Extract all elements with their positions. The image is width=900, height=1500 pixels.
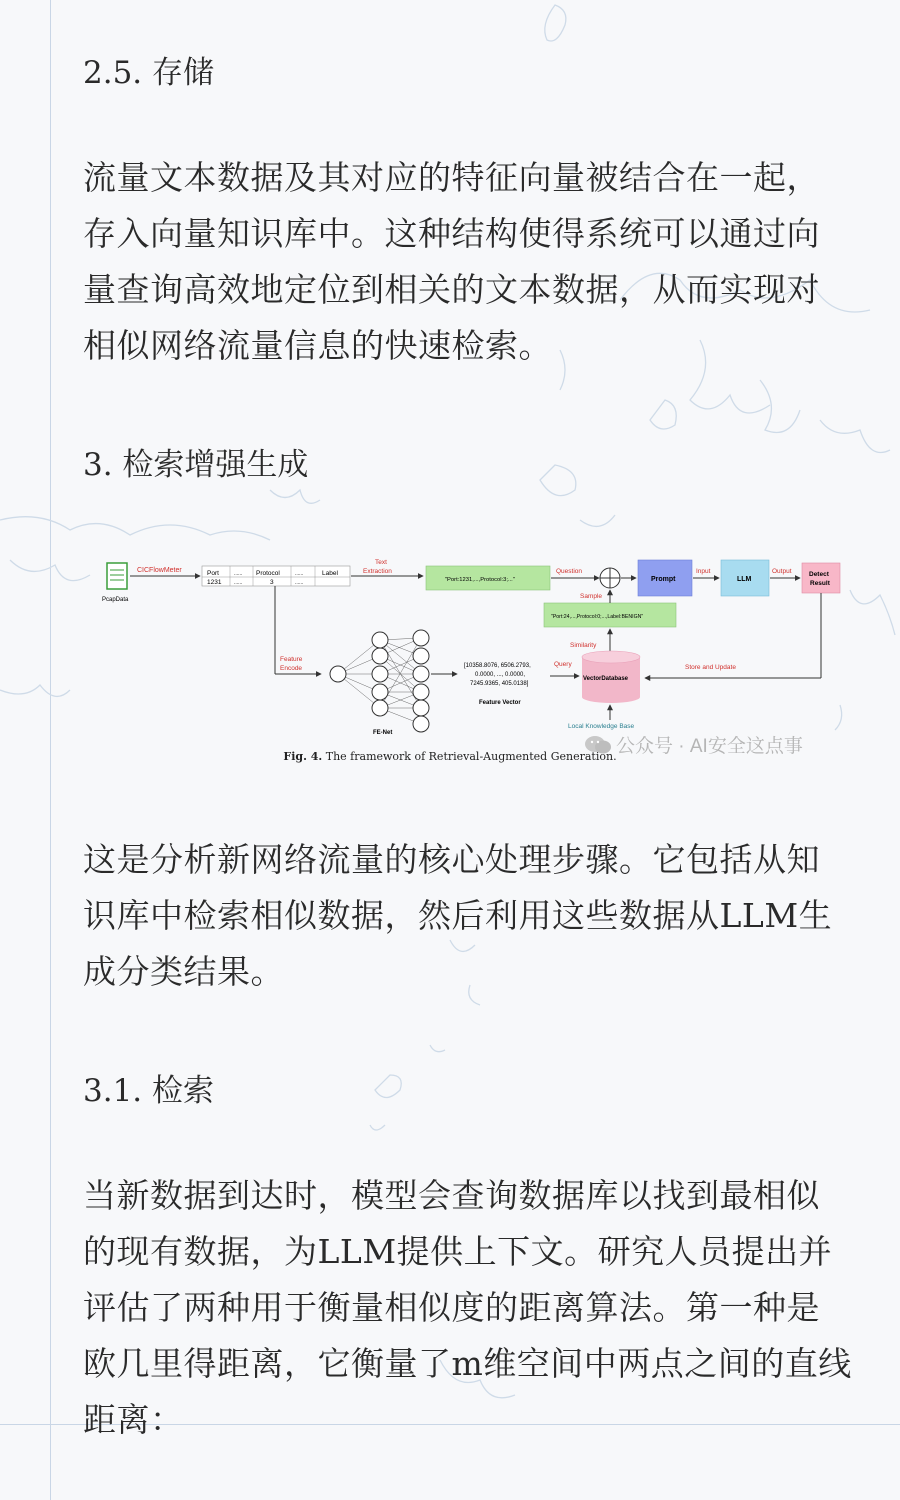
port-text: "Port:1231,...,Protocol:3;..." [445,577,515,583]
store-update-label: Store and Update [685,664,736,671]
vector-line-1: [10358.8076, 6506.2793, [464,663,531,669]
vector-line-2: 0.0000, ..., 0.0000, [475,672,526,678]
table-value-protocol: 3 [270,579,274,586]
paragraph-retrieval: 当新数据到达时，模型会查询数据库以找到最相似的现有数据，为LLM提供上下文。研究人员提出并评估了两种用于衡量相似度的距离算法。第一种是欧几里得距离，它衡量了m维空间中两点之间的直线距离： [83,1176,852,1439]
combine-icon [600,568,620,588]
detect-result-box [802,563,840,593]
text-extraction-label-2: Extraction [363,568,392,575]
fe-net-label: FE-Net [373,730,393,736]
vector-database-label: VectorDatabase [583,676,629,682]
question-label: Question [556,568,583,575]
pcap-file-icon [107,563,127,589]
caption-text: The framework of Retrieval-Augmented Generation. [325,750,617,763]
feature-table [202,566,350,586]
query-label: Query [554,661,572,668]
detect-label-2: Result [810,580,830,587]
table-header-label: Label [322,570,338,577]
detect-label-1: Detect [809,571,829,578]
heading-rag: 3. 检索增强生成 [83,447,309,483]
text-extraction-label-1: Text [375,559,387,566]
table-header-dots-2: ...... [295,571,304,577]
table-value-dots-1: ...... [234,580,243,586]
paragraph-rag: 这是分析新网络流量的核心处理步骤。它包括从知识库中检索相似数据，然后利用这些数据从LLM生成分类结果。 [83,840,833,991]
feature-vector-label: Feature Vector [479,700,521,706]
feature-encode-label-1: Feature [280,656,303,663]
table-value-dots-2: ...... [295,580,304,586]
caption-prefix: Fig. 4. [283,750,323,763]
heading-retrieval: 3.1. 检索 [83,1073,215,1109]
similarity-label: Similarity [570,642,597,649]
table-header-protocol: Protocol [256,570,280,577]
table-header-dots-1: ...... [234,571,243,577]
figure-caption [0,750,900,763]
sample-text: "Port:24,...,Protocol:0;...,Label:BENIGN" [551,614,644,620]
output-label: Output [772,568,792,575]
llm-label: LLM [737,576,752,583]
sample-label: Sample [580,593,603,600]
input-label: Input [696,568,711,575]
prompt-label: Prompt [651,576,676,583]
heading-storage: 2.5. 存储 [83,55,215,91]
local-kb-label: Local Knowledge Base [568,723,635,730]
vector-line-3: 7245.9365, 405.0138] [470,681,529,687]
paragraph-storage: 流量文本数据及其对应的特征向量被结合在一起，存入向量知识库中。这种结构使得系统可以通过向量查询高效地定位到相关的文本数据，从而实现对相似网络流量信息的快速检索。 [83,158,820,365]
feature-encode-label-2: Encode [280,665,303,672]
table-header-port: Port [207,570,219,577]
table-value-port: 1231 [207,579,222,586]
pcap-label: PcapData [102,597,129,603]
cicflowmeter-label: CICFlowMeter [137,567,182,574]
watermark-text: 公众号 · AI安全这点事 [616,736,803,757]
fe-net-diagram [330,630,429,732]
